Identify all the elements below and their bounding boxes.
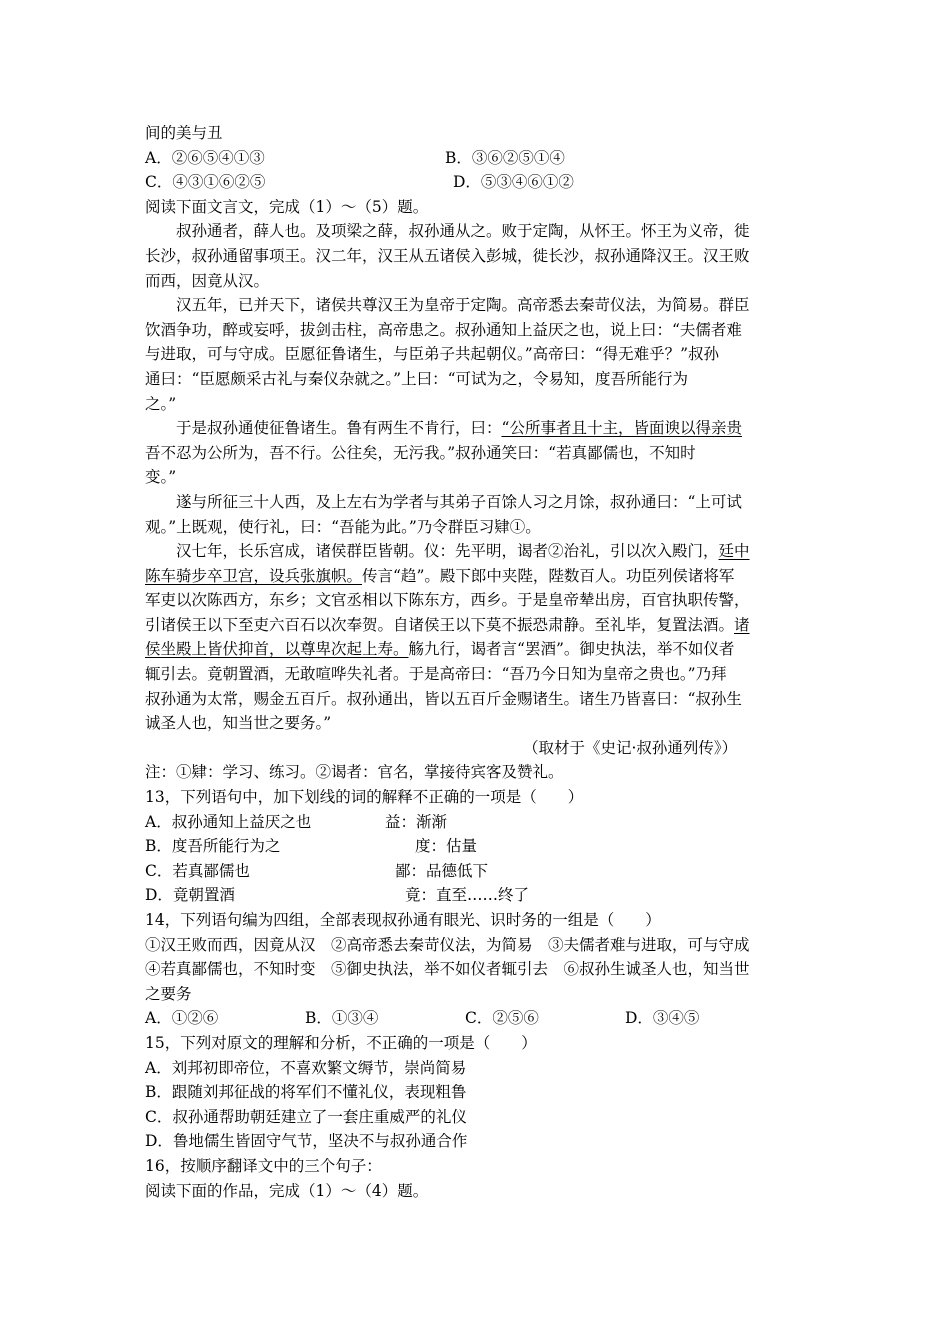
passage-line: 通曰：“臣愿颇采古礼与秦仪杂就之。”上曰：“可试为之，令易知，度吾所能行为 [145,369,689,388]
passage-line: 观。”上既观，使行礼，曰：“吾能为此。”乃令群臣习肄①。 [145,517,541,536]
option-a: A．②⑥⑤④①③ [145,148,265,167]
underlined-sentence: “公所事者且十主，皆面谀以得亲贵 [501,419,742,438]
passage-line [145,416,815,441]
underlined-sentence: 侯坐殿上皆伏抑首，以尊卑次起上寿。 [145,640,409,659]
reading-instruction: 阅读下面文言文，完成（1）～（5）题。 [145,197,429,216]
underlined-sentence: 廷中 [718,542,750,561]
option-c: C．④③①⑥②⑤ [145,173,266,192]
footnote: 注：①肄：学习、练习。②谒者：官名，掌接待宾客及赞礼。 [145,763,564,782]
question-13-option-d [145,883,815,908]
option-gloss: 竟：直至……终了 [405,886,530,905]
passage-line: 饮酒争功，醉或妄呼，拔剑击柱，高帝患之。叔孙通知上益厌之也，说上曰：“夫儒者难 [145,320,742,339]
passage-line [145,637,815,662]
option-a: A．①②⑥ [145,1009,219,1028]
passage-text: 觞九行，谒者言“罢酒”。御史执法，举不如仪者 [408,640,735,659]
option-b: B．③⑥②⑤①④ [445,148,565,167]
question-13-option-a [145,810,815,835]
passage-line: 变。” [145,468,177,487]
passage-text: 汉七年，长乐宫成，诸侯群臣皆朝。仪：先平明，谒者②治礼，引以次入殿门， [176,542,719,561]
option-gloss: 鄙：品德低下 [395,861,489,880]
question-14-statements: 之要务 [145,984,192,1003]
options-row [145,146,815,171]
option-text: B．度吾所能行为之 [145,837,281,856]
passage-line: 与进取，可与守成。臣愿征鲁诸生，与臣弟子共起朝仪。”高帝曰：“得无难乎？”叔孙 [145,345,720,364]
passage-line [145,539,815,564]
passage-line [145,613,815,638]
question-15-option-a: A．刘邦初即帝位，不喜欢繁文缛节，崇尚简易 [145,1058,467,1077]
question-14-stem: 14，下列语句编为四组，全部表现叔孙通有眼光、识时务的一组是（ ） [145,911,661,929]
passage-text: 引诸侯王以下至吏六百石以次奉贺。自诸侯王以下莫不振恐肃静。至礼毕，复置法酒。 [145,615,735,634]
question-13-option-c [145,859,815,884]
underlined-sentence: 诸 [734,615,750,634]
options-row [145,170,815,195]
passage-text: 于是叔孙通使征鲁诸生。鲁有两生不肯行，曰： [176,419,502,438]
question-15-option-b: B．跟随刘邦征战的将军们不懂礼仪，表现粗鲁 [145,1083,467,1102]
document-page [145,121,815,1203]
underlined-sentence: 陈车骑步卒卫宫，设兵张旗帜。 [145,566,363,585]
reading-instruction: 阅读下面的作品，完成（1）～（4）题。 [145,1181,429,1200]
source-citation: （取材于《史记·叔孙通列传》） [523,738,738,757]
question-13-option-b [145,834,815,859]
question-15-option-d: D．鲁地儒生皆固守气节，坚决不与叔孙通合作 [145,1132,468,1151]
question-16-stem: 16，按顺序翻译文中的三个句子： [145,1156,382,1175]
passage-line: 诚圣人也，知当世之要务。” [145,714,332,733]
option-c: C．②⑤⑥ [465,1009,539,1028]
passage-line: 遂与所征三十人西，及上左右为学者与其弟子百馀人习之月馀，叔孙通曰：“上可试 [176,492,742,511]
option-text: C．若真鄙儒也 [145,861,250,880]
passage-line: 长沙，叔孙通留事项王。汉二年，汉王从五诸侯入彭城，徙长沙，叔孙通降汉王。汉王败 [145,246,750,265]
passage-line [145,564,815,589]
passage-line: 之。” [145,394,177,413]
question-15-stem: 15，下列对原文的理解和分析，不正确的一项是（ ） [145,1033,537,1052]
passage-line: 汉五年，已并天下，诸侯共尊汉王为皇帝于定陶。高帝悉去秦苛仪法，为简易。群臣 [176,296,750,315]
text-line: 间的美与丑 [145,124,223,142]
option-d: D．⑤③④⑥①② [453,173,574,192]
passage-line: 军吏以次陈西方，东乡；文官丞相以下陈东方，西乡。于是皇帝辇出房，百官执职传警， [145,591,750,610]
question-14-options [145,1006,815,1031]
passage-line: 叔孙通者，薛人也。及项梁之薛，叔孙通从之。败于定陶，从怀王。怀王为义帝，徙 [176,222,750,241]
passage-line: 吾不忍为公所为，吾不行。公往矣，无污我。”叔孙通笑曰：“若真鄙儒也，不知时 [145,443,696,462]
passage-line: 叔孙通为太常，赐金五百斤。叔孙通出，皆以五百斤金赐诸生。诸生乃皆喜曰：“叔孙生 [145,689,742,708]
option-text: A．叔孙通知上益厌之也 [145,812,312,831]
passage-text: 传言“趋”。殿下郎中夹陛，陛数百人。功臣列侯诸将军 [362,566,735,585]
option-gloss: 益：渐渐 [385,812,448,831]
passage-line: 而西，因竟从汉。 [145,271,270,290]
option-b: B．①③④ [305,1009,379,1028]
option-text: D．竟朝置酒 [145,886,235,905]
question-15-option-c: C．叔孙通帮助朝廷建立了一套庄重威严的礼仪 [145,1107,467,1126]
option-d: D．③④⑤ [625,1009,700,1028]
question-14-statements: ①汉王败而西，因竟从汉 ②高帝悉去秦苛仪法，为简易 ③夫儒者难与进取，可与守成 [145,935,750,954]
question-14-statements: ④若真鄙儒也，不知时变 ⑤御史执法，举不如仪者辄引去 ⑥叔孙生诚圣人也，知当世 [145,960,750,979]
option-gloss: 度：估量 [415,837,478,856]
passage-line: 辄引去。竟朝置酒，无敢喧哗失礼者。于是高帝曰：“吾乃今日知为皇帝之贵也。”乃拜 [145,665,727,684]
question-13-stem: 13，下列语句中，加下划线的词的解释不正确的一项是（ ） [145,788,584,807]
